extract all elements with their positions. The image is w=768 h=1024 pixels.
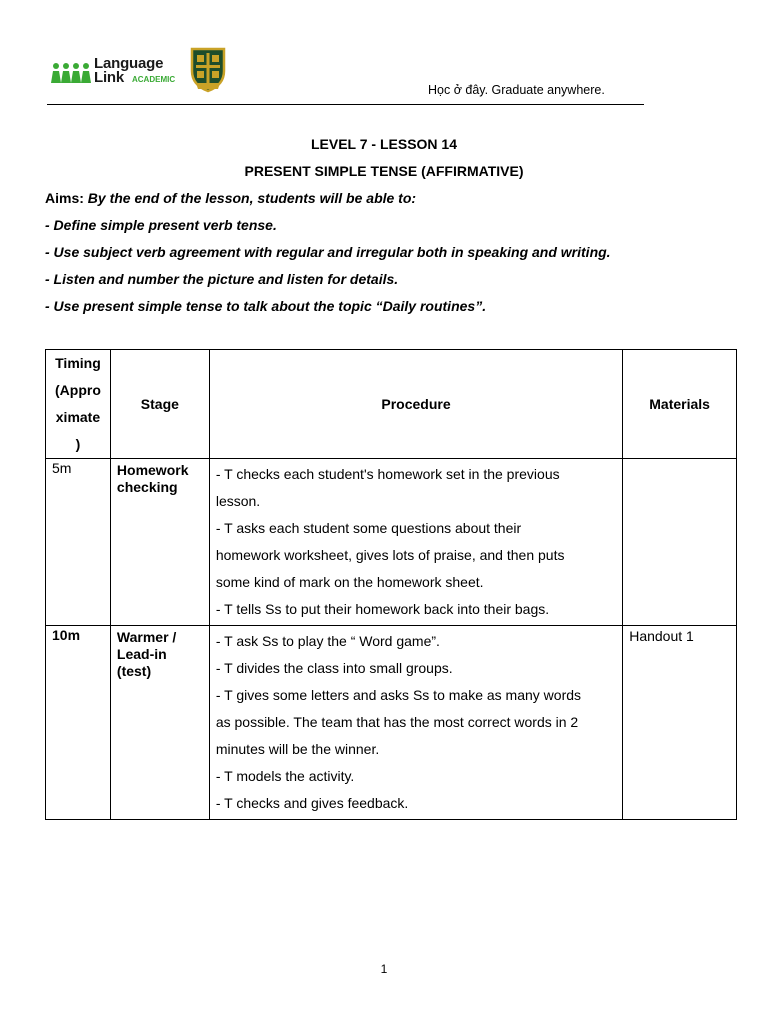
header-stage: Stage [110, 350, 209, 459]
aim-item: - Define simple present verb tense. [45, 217, 277, 233]
aim-item: - Use subject verb agreement with regular and irregular both in speaking and writing. [45, 244, 611, 260]
procedure-line: minutes will be the winner. [215, 741, 380, 757]
logo-text-link: Link [94, 69, 125, 86]
procedure-line: lesson. [215, 493, 261, 509]
table-row [46, 626, 737, 820]
language-link-logo [50, 55, 175, 89]
aims-label: Aims: [45, 190, 84, 206]
header-divider [47, 104, 644, 105]
page-number: 1 [380, 962, 388, 976]
table-row [46, 459, 737, 626]
row-stage-line: Warmer / [116, 629, 177, 645]
aims-intro [45, 190, 416, 206]
row-materials [623, 459, 737, 626]
row-materials: Handout 1 [623, 626, 737, 820]
procedure-line: - T models the activity. [215, 768, 355, 784]
procedure-line: - T gives some letters and asks Ss to make as many words [215, 687, 582, 703]
row-stage-line: Homework [116, 462, 189, 478]
procedure-line: - T divides the class into small groups. [215, 660, 453, 676]
procedure-line: - T checks each student's homework set in the previous [215, 466, 560, 482]
procedure-line: as possible. The team that has the most correct words in 2 [215, 714, 579, 730]
header-timing [46, 350, 111, 459]
page-header [0, 0, 768, 110]
slogan: Học ở đây. Graduate anywhere. [428, 83, 605, 97]
aim-item: - Use present simple tense to talk about the topic “Daily routines”. [45, 298, 487, 314]
aim-item: - Listen and number the picture and listen for details. [45, 271, 399, 287]
logo-text-academic: ACADEMIC [132, 75, 176, 84]
row-stage [110, 626, 209, 820]
row-stage-line: Lead-in [116, 646, 167, 662]
school-crest-icon [190, 45, 226, 93]
row-time: 10m [46, 626, 111, 820]
logo-text-language: Language [94, 55, 164, 72]
table-header-row [46, 350, 737, 459]
procedure-line: - T ask Ss to play the “ Word game”. [215, 633, 440, 649]
header-materials: Materials [623, 350, 737, 459]
procedure-line: - T tells Ss to put their homework back into their bags. [215, 601, 550, 617]
lesson-plan-table [45, 349, 737, 820]
row-stage-line: checking [116, 479, 178, 495]
aims-intro-text: By the end of the lesson, students will be able to: [87, 190, 417, 206]
procedure-line: some kind of mark on the homework sheet. [215, 574, 484, 590]
header-procedure: Procedure [209, 350, 622, 459]
header-timing-line: (Appro [55, 382, 101, 398]
row-stage [110, 459, 209, 626]
row-procedure [209, 459, 622, 626]
header-timing-line: ) [75, 436, 81, 452]
row-procedure [209, 626, 622, 820]
row-time: 5m [46, 459, 111, 626]
procedure-line: - T checks and gives feedback. [215, 795, 409, 811]
lesson-title: LEVEL 7 - LESSON 14 [310, 136, 457, 152]
people-logo-icon [50, 61, 92, 85]
row-stage-line: (test) [116, 663, 152, 679]
header-timing-line: Timing [55, 355, 101, 371]
procedure-line: homework worksheet, gives lots of praise, and then puts [215, 547, 565, 563]
procedure-line: - T asks each student some questions about their [215, 520, 522, 536]
lesson-subtitle: PRESENT SIMPLE TENSE (AFFIRMATIVE) [244, 163, 524, 179]
header-timing-line: ximate [55, 409, 101, 425]
